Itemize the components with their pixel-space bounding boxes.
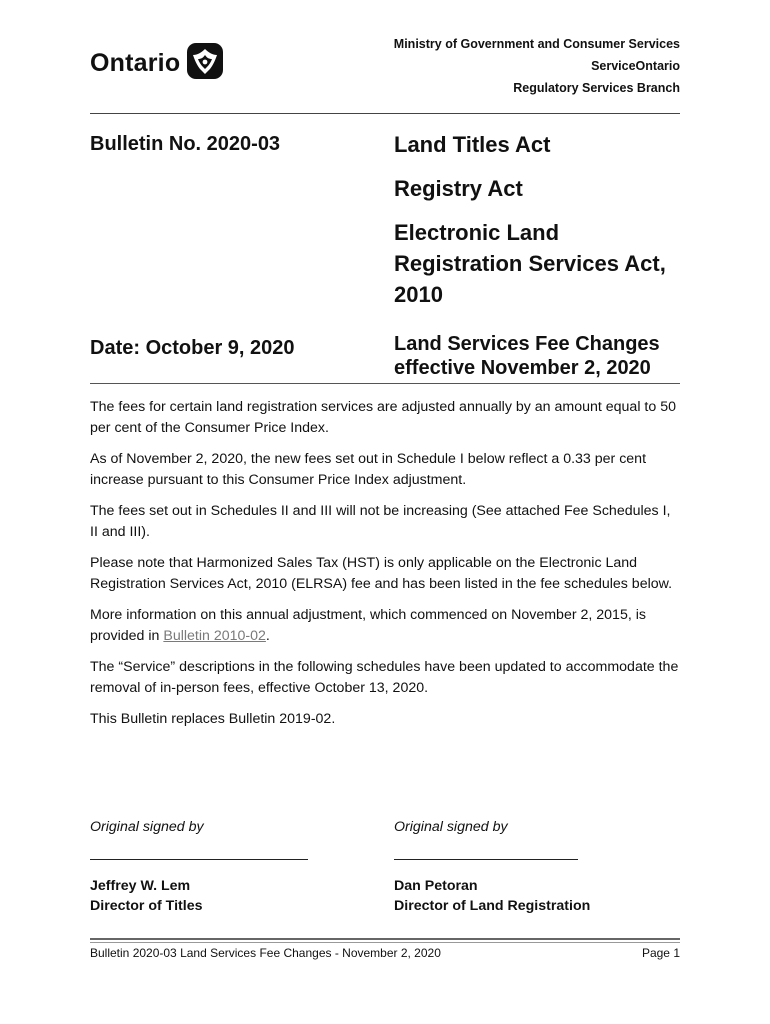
signatory-name: Jeffrey W. Lem [90, 878, 191, 894]
act-elrsa: Electronic Land Registration Services Act, 2010 [394, 220, 666, 307]
signatory-title: Director of Titles [90, 898, 203, 914]
header-divider [90, 113, 680, 114]
paragraph-5-text: More information on this annual adjustment, which commenced on November 2, 2015, is provided in [90, 607, 646, 644]
logo-wordmark: Ontario [90, 49, 181, 77]
ministry-name: Ministry of Government and Consumer Services [393, 37, 680, 51]
bulletin-body [90, 397, 682, 740]
footer-divider [90, 938, 680, 940]
ontario-logo [90, 42, 224, 85]
signature-line [394, 859, 578, 861]
signatory-title: Director of Land Registration [394, 898, 591, 914]
paragraph-3: The fees set out in Schedules II and III will not be increasing (See attached Fee Schedules I, II and III). [90, 503, 671, 540]
footer-title: Bulletin 2020-03 Land Services Fee Changes - November 2, 2020 [90, 946, 441, 960]
signed-note: Original signed by [394, 819, 508, 835]
bulletin-date: Date: October 9, 2020 [90, 337, 295, 359]
paragraph-5 [90, 605, 682, 647]
paragraph-7: This Bulletin replaces Bulletin 2019-02. [90, 711, 336, 727]
paragraph-2: As of November 2, 2020, the new fees set out in Schedule I below reflect a 0.33 per cent increase pursuant to this Consumer Price Index adjustment. [90, 451, 647, 488]
footer-divider-thin [90, 942, 680, 943]
bulletin-number: Bulletin No. 2020-03 [90, 133, 281, 155]
bulletin-subject: Land Services Fee Changes effective November 2, 2020 [394, 333, 660, 379]
page-number: Page 1 [641, 946, 680, 960]
service-name: ServiceOntario [591, 59, 680, 73]
act-land-titles: Land Titles Act [394, 132, 551, 157]
signature-line [90, 859, 308, 861]
trillium-icon [186, 42, 224, 85]
signatory-name: Dan Petoran [394, 878, 478, 894]
bulletin-2010-02-link[interactable]: Bulletin 2010-02 [163, 628, 266, 644]
act-registry: Registry Act [394, 176, 523, 201]
branch-name: Regulatory Services Branch [513, 81, 680, 95]
signed-note: Original signed by [90, 819, 204, 835]
paragraph-4: Please note that Harmonized Sales Tax (HST) is only applicable on the Electronic Land Registration Services Act, 2010 (ELRSA) fee and has been listed in the fee schedules below. [90, 555, 673, 592]
subject-divider [90, 383, 680, 384]
paragraph-1: The fees for certain land registration services are adjusted annually by an amount equal to 50 per cent of the Consumer Price Index. [90, 399, 676, 436]
ministry-block [394, 33, 680, 99]
signature-block-1 [90, 817, 308, 916]
paragraph-6: The “Service” descriptions in the following schedules have been updated to accommodate the removal of in-person fees, effective October 13, 2020. [90, 659, 679, 696]
signature-block-2 [394, 817, 684, 916]
paragraph-5-end: . [265, 628, 270, 644]
